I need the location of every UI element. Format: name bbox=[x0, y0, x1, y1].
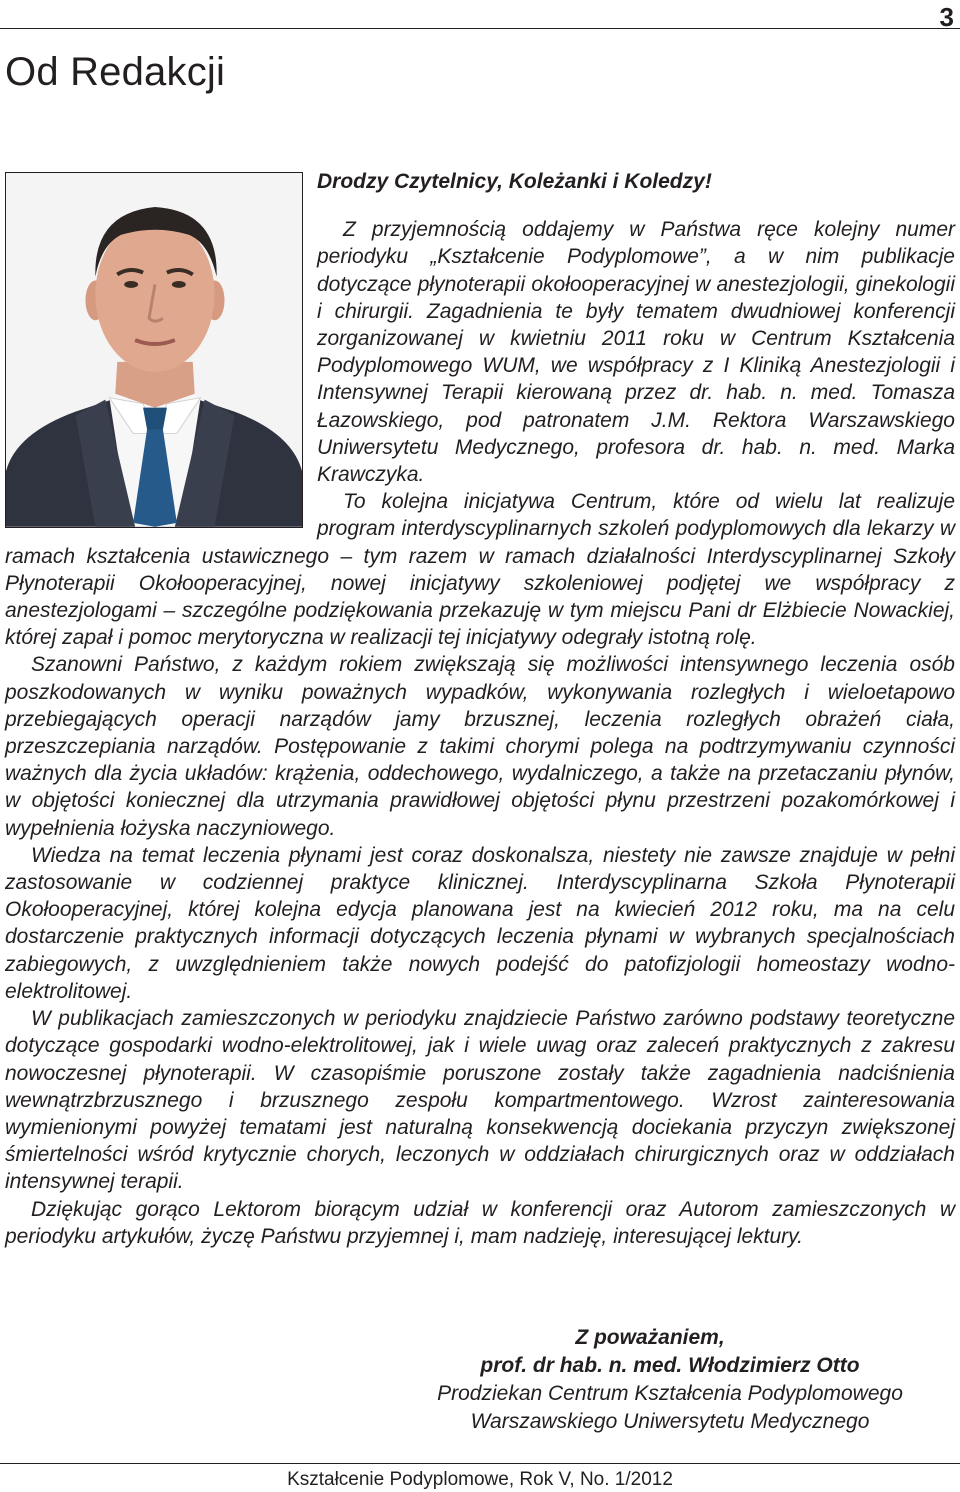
header-rule bbox=[0, 28, 960, 29]
author-position-line-1: Prodziekan Centrum Kształcenia Podyplomowego bbox=[437, 1382, 903, 1405]
paragraph-1: Z przyjemnością oddajemy w Państwa ręce kolejny numer periodyku „Kształcenie Podyplomowe”, a w nim publikacje dotyczące płynoterapii okołooperacyjnej w anestezjologii, ginekologii i chirurgii. Zagadnienia te były tematem dwudniowej konferencji zorganizowanej w kwietniu 2011 roku w Centrum Kształcenia Podyplomowego WUM, we współpracy z I Kliniką Anestezjologii i Intensywnej Terapii kierowaną przez dr. hab. n. med. Tomasza Łazowskiego, pod patronatem J.M. Rektora Warszawskiego Uniwersytetu Medycznego, profesora dr. hab. n. med. Marka Krawczyka. bbox=[317, 218, 955, 487]
footer-rule bbox=[0, 1463, 960, 1464]
section-title: Od Redakcji bbox=[5, 50, 226, 94]
paragraph-4: Wiedza na temat leczenia płynami jest coraz doskonalsza, niestety nie zawsze znajduje w pełni zastosowanie w codziennej praktyce klinicznej. Interdyscyplinarna Szkoła Płynoterapii Okołooperacyjnej, której kolejna edycja planowana jest na kwiecień 2012 roku, ma na celu dostarczenie praktycznych informacji dotyczących leczenia płynami w wybranych specjalnościach zabiegowych, z uwzględnieniem także nowych podejść do patofizjologii homeostazy wodno-elektrolitowej. bbox=[5, 843, 955, 1003]
signature-block bbox=[330, 1324, 960, 1436]
paragraph-2: To kolejna inicjatywa Centrum, które od wielu lat realizuje program interdyscyplinarnych szkoleń podyplomowych dla lekarzy w ramach kształcenia ustawicznego – tym razem w ramach działalności Interdyscyplinarnej Szkoły Płynoterapii Okołooperacyjnej, nowej inicjatywy szkoleniowej podjętej we współpracy z anestezjologami – szczególne podziękowania przekazuję w tym miejscu Pani dr Elżbiecie Nowackiej, której zapał i pomoc merytoryczna w realizacji tej inicjatywy odegrały istotną rolę. bbox=[5, 490, 955, 650]
article bbox=[5, 168, 955, 1250]
paragraph-6: Dziękując gorąco Lektorom biorącym udział w konferencji oraz Autorom zamieszczonych w periodyku artykułów, życzę Państwu przyjemnej i, mam nadzieję, interesującej lektury. bbox=[5, 1197, 955, 1248]
author-name: prof. dr hab. n. med. Włodzimierz Otto bbox=[480, 1354, 860, 1377]
page-number: 3 bbox=[939, 2, 954, 32]
paragraph-5: W publikacjach zamieszczonych w periodyku znajdziecie Państwo zarówno podstawy teoretyczne dotyczące gospodarki wodno-elektrolitowej, jak i wiele uwag oraz zaleceń praktycznych z zakresu nowoczesnej płynoterapii. W czasopiśmie poruszone zostały także zagadnienia nadciśnienia wewnątrzbrzusznego i brzusznego zespołu kompartmentowego. Wzrost zainteresowania wymienionymi powyżej tematami jest naturalną konsekwencją dociekania przyczyn zwiększonej śmiertelności wśród krytycznie chorych, leczonych w oddziałach chirurgicznych oraz w oddziałach intensywnej terapii. bbox=[5, 1007, 955, 1194]
footer: Kształcenie Podyplomowe, Rok V, No. 1/2012 bbox=[287, 1469, 673, 1490]
author-portrait-photo-icon bbox=[6, 173, 302, 527]
paragraph-3: Szanowni Państwo, z każdym rokiem zwiększają się możliwości intensywnego leczenia osób poszkodowanych w wyniku poważnych wypadków, wykonywania rozległych i wieloetapowo przebiegających operacji narządów jamy brzusznej, leczenia rozległych obrażeń ciała, przeszczepiania narządów. Postępowanie z takimi chorymi polega na podtrzymywaniu czynności ważnych dla życia układów: krążenia, oddechowego, wydalniczego, a także na przetaczaniu płynów, w objętości koniecznej dla utrzymania prawidłowej objętości płynu przestrzeni pozakomórkowej i wypełnienia łożyska naczyniowego. bbox=[5, 653, 955, 840]
greeting: Drodzy Czytelnicy, Koleżanki i Koledzy! bbox=[317, 170, 712, 193]
author-portrait bbox=[5, 172, 303, 528]
author-position-line-2: Warszawskiego Uniwersytetu Medycznego bbox=[470, 1410, 870, 1433]
closing: Z poważaniem, bbox=[575, 1326, 725, 1349]
